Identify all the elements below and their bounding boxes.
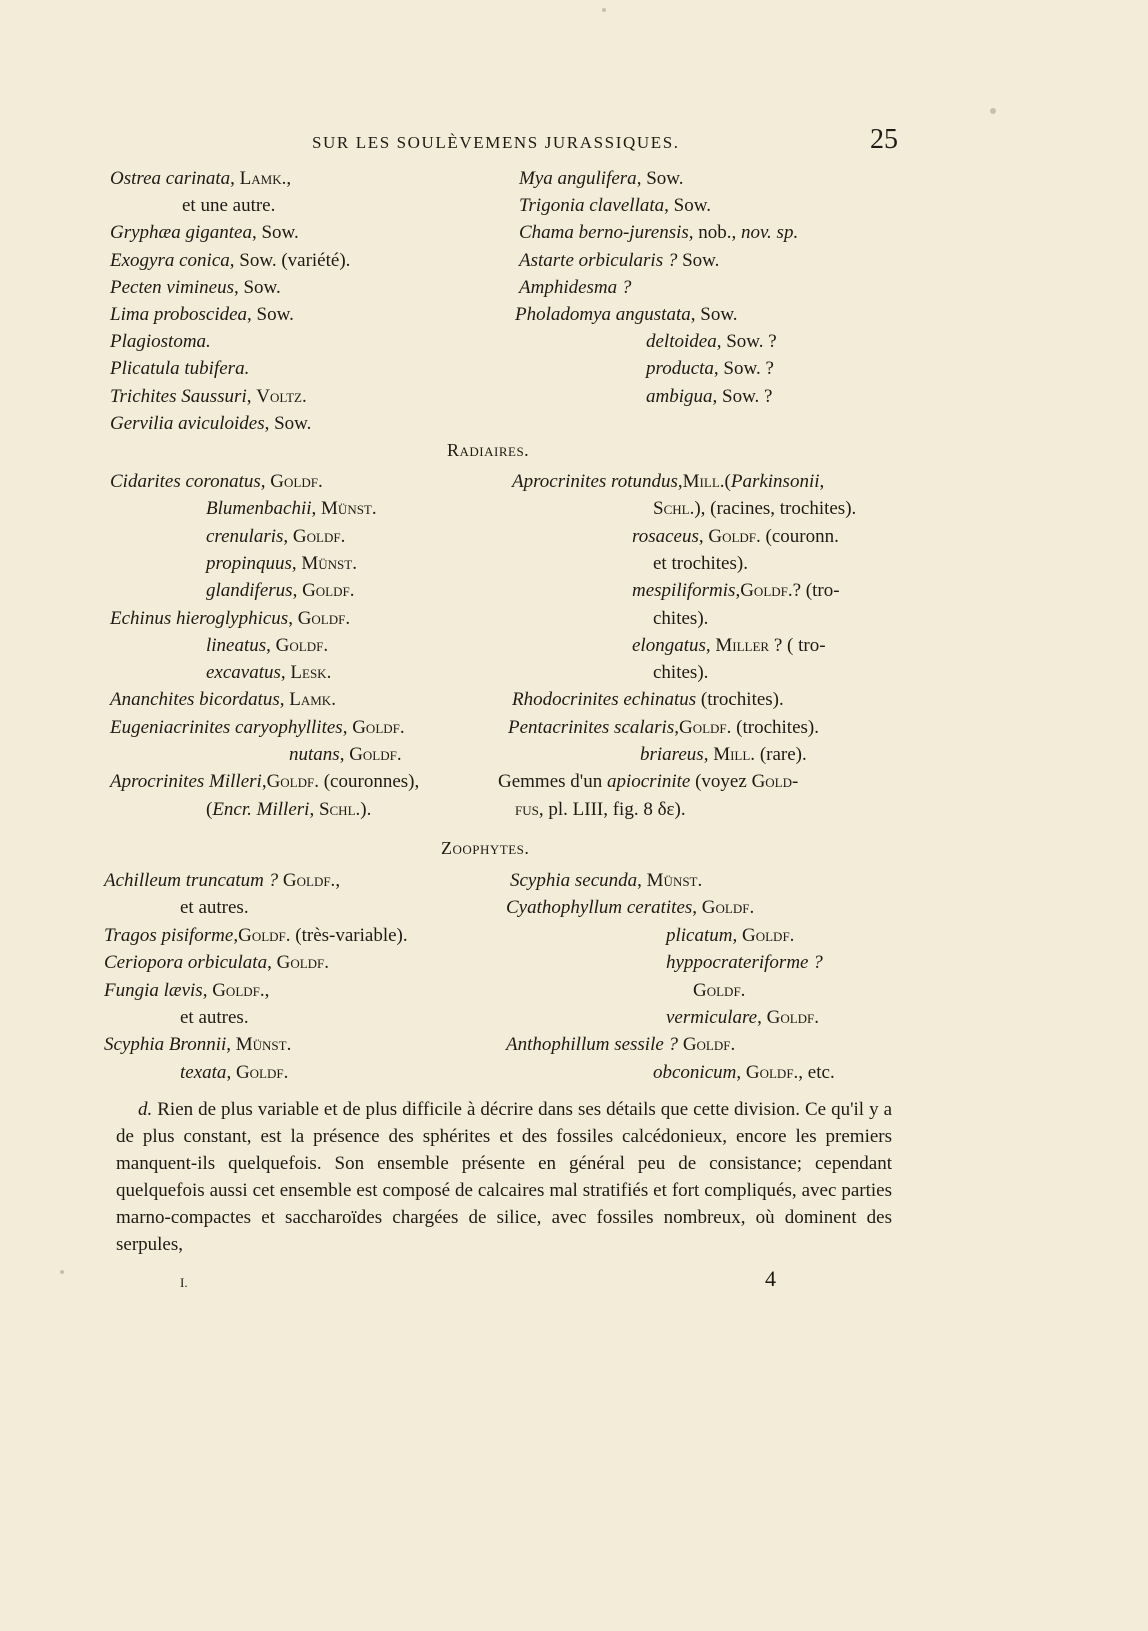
taxon-name: Astarte orbicularis ? (519, 249, 678, 271)
taxon-name: Anthophillum sessile ? (506, 1034, 679, 1056)
text-fragment: , Sow. (664, 195, 711, 217)
taxon-name: nutans (289, 744, 340, 765)
taxon-name: plicatum (666, 924, 733, 946)
list-line (506, 897, 754, 919)
text-fragment: , (291, 552, 302, 574)
list-line (110, 250, 350, 272)
list-line (110, 608, 350, 630)
paragraph-text: Rien de plus variable et de plus difficile à décrire dans ses détails que cette division. Ce qu'il y a de plus constant, est la présence des sphérites et des fossiles calcédonieux, encore les premiers manquent-ils quelquefois. Son ensemble présente en général peu de consistance; cependant quelquefois aussi cet ensemble est composé de calcaires mal stratifiés et fort compliqués, avec parties marno-compactes et saccharoïdes chargées de silice, avec fossiles nombreux, où dominent des serpules, (116, 1099, 892, 1255)
list-line (653, 553, 748, 575)
text-fragment: et autres. (180, 897, 249, 919)
taxon-name: Amphidesma ? (519, 276, 632, 298)
text-fragment: , (280, 662, 291, 684)
list-line (180, 897, 249, 919)
taxon-name: elongatus (632, 634, 706, 656)
list-line (206, 635, 328, 657)
list-line (519, 250, 719, 272)
list-line (508, 717, 819, 739)
author-abbrev: Lamk. (239, 168, 287, 189)
list-line (206, 498, 377, 520)
list-line (180, 1007, 249, 1029)
text-fragment: ( (206, 798, 213, 820)
section-heading-radiaires: Radiaires. (447, 440, 530, 460)
list-line (206, 662, 331, 684)
taxon-name: Plicatula tubifera. (110, 358, 250, 380)
taxon-name: Mya angulifera (519, 168, 637, 189)
taxon-name: crenularis (206, 525, 284, 547)
text-fragment: , (260, 471, 271, 492)
text-fragment: , Sow. (636, 168, 684, 189)
author-abbrev: fus (515, 798, 539, 820)
taxon-name: Ostrea carinata (110, 168, 231, 189)
list-line (110, 771, 419, 793)
taxon-name: Tragos pisiforme (104, 924, 234, 946)
author-abbrev: Goldf. (708, 525, 761, 547)
author-abbrev: Schl. (318, 798, 361, 820)
text-fragment: (trochites). (731, 716, 819, 738)
taxon-name: Encr. Milleri (212, 798, 310, 820)
taxon-name: propinquus (206, 552, 292, 574)
list-line (519, 277, 631, 299)
list-line (515, 799, 686, 821)
taxon-name: nov. sp. (741, 222, 799, 244)
taxon-name: deltoidea (646, 331, 717, 353)
taxon-name: Gervilia aviculoides (110, 412, 265, 434)
author-abbrev: Gold- (751, 771, 799, 793)
text-fragment: , Sow. (233, 276, 281, 298)
text-fragment: , (698, 525, 709, 547)
list-line (110, 717, 405, 739)
list-line (110, 386, 307, 408)
list-line (110, 358, 249, 380)
author-abbrev: Goldf. (238, 924, 291, 946)
text-fragment: , (735, 580, 741, 602)
list-line (182, 195, 275, 217)
taxon-name: texata (180, 1061, 227, 1083)
list-line (515, 304, 738, 326)
paper-speck (990, 108, 996, 114)
page-number: 25 (870, 124, 898, 155)
taxon-name: briareus (640, 744, 704, 765)
list-line (632, 580, 840, 602)
author-abbrev: Goldf. (766, 1007, 820, 1028)
list-line (506, 1034, 735, 1056)
text-fragment: , (705, 634, 716, 656)
text-fragment: , (202, 979, 213, 1001)
taxon-name: hyppocrateriforme ? (666, 952, 823, 974)
paper-speck (60, 1270, 64, 1274)
text-fragment: , nob., (688, 222, 742, 244)
list-line (640, 744, 807, 766)
author-abbrev: Goldf. (678, 716, 732, 738)
list-line (519, 222, 798, 244)
text-fragment: ). (360, 798, 372, 820)
author-abbrev: Goldf. (701, 897, 755, 919)
taxon-name: Scyphia Bronnii (104, 1034, 227, 1056)
taxon-name: producta (646, 358, 714, 380)
list-line (512, 689, 784, 711)
text-fragment: , (692, 897, 702, 919)
author-abbrev: Goldf. (282, 870, 336, 891)
author-abbrev: Mill. (713, 744, 756, 765)
text-fragment: , (335, 870, 341, 891)
author-abbrev: Lesk. (290, 662, 332, 684)
text-fragment: , (267, 952, 277, 974)
taxon-name: Aprocrinites rotundus (512, 471, 678, 492)
text-fragment: , Sow. (251, 222, 299, 244)
list-line (653, 1062, 835, 1084)
text-fragment: (trochites). (696, 689, 784, 711)
author-abbrev: Goldf. (740, 580, 793, 602)
list-line (646, 331, 777, 353)
text-fragment: , Sow. (690, 304, 738, 325)
text-fragment: Gemmes d'un (498, 771, 607, 793)
taxon-name: Plagiostoma. (110, 331, 211, 353)
list-line (632, 635, 826, 657)
signature-mark: I. (180, 1275, 188, 1290)
taxon-name: apiocrinite (606, 771, 691, 793)
taxon-name: Pentacrinites scalaris (508, 716, 675, 738)
author-abbrev: Goldf. (745, 1061, 799, 1083)
taxon-name: Lima proboscidea (110, 304, 248, 325)
text-fragment: (couronnes), (318, 771, 420, 793)
text-fragment: , (230, 168, 240, 189)
text-fragment: (couronn. (760, 525, 839, 547)
text-fragment: , (246, 385, 257, 407)
taxon-name: vermiculare (666, 1007, 758, 1028)
text-fragment: , (637, 870, 647, 891)
text-fragment: , (677, 471, 683, 492)
list-line (206, 553, 357, 575)
list-line (519, 168, 684, 190)
list-line (104, 980, 269, 1002)
taxon-name: Chama berno-jurensis (519, 222, 689, 244)
text-fragment: Sow. (677, 249, 720, 271)
text-fragment: et une autre. (182, 195, 276, 217)
text-fragment: chites). (653, 662, 709, 684)
body-paragraph (116, 1096, 892, 1258)
taxon-name: Fungia lævis (104, 979, 203, 1001)
list-line (666, 925, 794, 947)
text-fragment: , (757, 1007, 767, 1028)
author-abbrev: Goldf. (349, 744, 402, 765)
list-line (666, 952, 823, 974)
list-line (206, 799, 371, 821)
running-header: SUR LES SOULÈVEMENS JURASSIQUES. (312, 133, 680, 152)
list-line (206, 580, 354, 602)
taxon-name: Scyphia secunda (510, 870, 638, 891)
author-abbrev: Goldf. (302, 580, 355, 602)
list-line (653, 662, 708, 684)
taxon-name: Aprocrinites Milleri (110, 771, 262, 793)
list-line (110, 331, 211, 353)
text-fragment: ? (tro- (792, 580, 840, 602)
taxon-name: Exogyra conica (110, 249, 230, 271)
taxon-name: Eugeniacrinites caryophyllites (110, 716, 343, 738)
text-fragment: , (736, 1061, 746, 1083)
text-fragment: , etc. (798, 1061, 835, 1083)
list-line (693, 980, 745, 1002)
list-line (646, 386, 773, 408)
author-abbrev: Münst. (321, 498, 377, 520)
author-abbrev: Goldf. (682, 1034, 736, 1056)
text-fragment: , Sow. ? (713, 358, 774, 380)
text-fragment: ? ( tro- (769, 634, 826, 656)
text-fragment: , pl. LIII, fig. 8 δε). (538, 798, 686, 820)
author-abbrev: Lamk. (289, 689, 336, 711)
taxon-name: Cidarites coronatus (110, 471, 261, 492)
paper-speck (602, 8, 606, 12)
taxon-name: Pholadomya angustata (515, 304, 691, 325)
text-fragment: , (674, 716, 679, 738)
list-line (180, 1062, 288, 1084)
author-abbrev: Goldf. (292, 525, 346, 547)
taxon-name: Gryphæa gigantea (110, 222, 252, 244)
taxon-name: excavatus (206, 662, 281, 684)
list-line (104, 1034, 291, 1056)
taxon-name: Trigonia clavellata (519, 195, 665, 217)
text-fragment: , (288, 607, 298, 629)
text-fragment: , (226, 1034, 236, 1056)
text-fragment: , (732, 924, 742, 946)
list-line (104, 952, 329, 974)
list-line (646, 358, 774, 380)
text-fragment: et trochites). (653, 552, 748, 574)
text-fragment: , Sow. (variété). (229, 249, 351, 271)
author-abbrev: Goldf. (276, 952, 330, 974)
taxon-name: Ceriopora orbiculata (104, 952, 268, 974)
taxon-name: lineatus (206, 634, 267, 656)
list-line (498, 771, 798, 793)
text-fragment: , Sow. ? (716, 331, 777, 353)
author-abbrev: Goldf. (270, 471, 323, 492)
taxon-name: Achilleum truncatum ? (104, 870, 279, 891)
taxon-name: Rhodocrinites echinatus (512, 689, 697, 711)
paragraph-label: d. (138, 1099, 153, 1120)
section-heading-zoophytes: Zoophytes. (441, 838, 530, 858)
text-fragment: , (309, 798, 319, 820)
list-line (666, 1007, 819, 1029)
list-line (519, 195, 711, 217)
author-abbrev: Goldf. (266, 771, 319, 793)
list-line (104, 925, 408, 947)
text-fragment: , (292, 580, 303, 602)
list-line (632, 526, 839, 548)
list-line (653, 608, 708, 630)
text-fragment: , (819, 471, 825, 492)
list-line (206, 526, 345, 548)
text-fragment: , Sow. ? (712, 385, 773, 407)
author-abbrev: Goldf. (275, 634, 329, 656)
author-abbrev: Goldf. (742, 924, 795, 946)
list-line (510, 870, 702, 892)
list-line (104, 870, 340, 892)
text-fragment: ( (724, 471, 731, 492)
text-fragment: , (311, 498, 322, 520)
text-fragment: , (283, 525, 293, 547)
text-fragment: , (342, 716, 353, 738)
list-line (110, 168, 291, 190)
list-line (110, 413, 311, 435)
taxon-name: mespiliformis (632, 580, 736, 602)
text-fragment: , (286, 168, 292, 189)
text-fragment: , (266, 634, 276, 656)
taxon-name: Pecten vimineus (110, 276, 234, 298)
text-fragment: (voyez (690, 771, 752, 793)
text-fragment: , (261, 771, 267, 793)
author-abbrev: Miller (715, 634, 770, 656)
text-fragment: et autres. (180, 1007, 249, 1028)
taxon-name: Echinus hieroglyphicus (110, 607, 289, 629)
author-abbrev: Goldf. (693, 979, 746, 1001)
taxon-name: Ananchites bicordatus (110, 689, 280, 711)
taxon-name: obconicum (653, 1061, 737, 1083)
list-line (110, 222, 299, 244)
list-line (110, 471, 323, 493)
taxon-name: Parkinsonii (730, 471, 820, 492)
author-abbrev: Goldf. (352, 716, 405, 738)
author-abbrev: Münst. (235, 1034, 292, 1056)
text-fragment: chites). (653, 607, 709, 629)
taxon-name: glandiferus (206, 580, 293, 602)
text-fragment: , (339, 744, 350, 765)
author-abbrev: Goldf. (212, 979, 265, 1001)
taxon-name: rosaceus (632, 525, 699, 547)
text-fragment: , (279, 689, 290, 711)
sheet-number: 4 (765, 1266, 776, 1291)
taxon-name: Trichites Saussuri (110, 385, 247, 407)
list-line (110, 277, 281, 299)
text-fragment: ), (racines, trochites). (694, 498, 857, 520)
author-abbrev: Münst. (646, 870, 703, 891)
taxon-name: Cyathophyllum ceratites (506, 897, 693, 919)
author-abbrev: Goldf. (235, 1061, 289, 1083)
list-line (289, 744, 402, 766)
text-fragment: , Sow. (264, 412, 312, 434)
taxon-name: Blumenbachii (206, 498, 312, 520)
taxon-name: ambigua (646, 385, 713, 407)
author-abbrev: Schl. (653, 498, 695, 520)
text-fragment: , (226, 1061, 236, 1083)
text-fragment: , (703, 744, 714, 765)
list-line (512, 471, 824, 493)
list-line (653, 498, 856, 520)
text-fragment: (très-variable). (290, 924, 408, 946)
text-fragment: , Sow. (247, 304, 294, 325)
list-line (110, 304, 294, 326)
list-line (110, 689, 336, 711)
author-abbrev: Münst. (301, 552, 357, 574)
author-abbrev: Voltz. (256, 385, 307, 407)
author-abbrev: Mill. (682, 471, 725, 492)
text-fragment: , (264, 979, 270, 1001)
text-fragment: , (233, 924, 239, 946)
text-fragment: (rare). (755, 744, 807, 765)
author-abbrev: Goldf. (297, 607, 351, 629)
